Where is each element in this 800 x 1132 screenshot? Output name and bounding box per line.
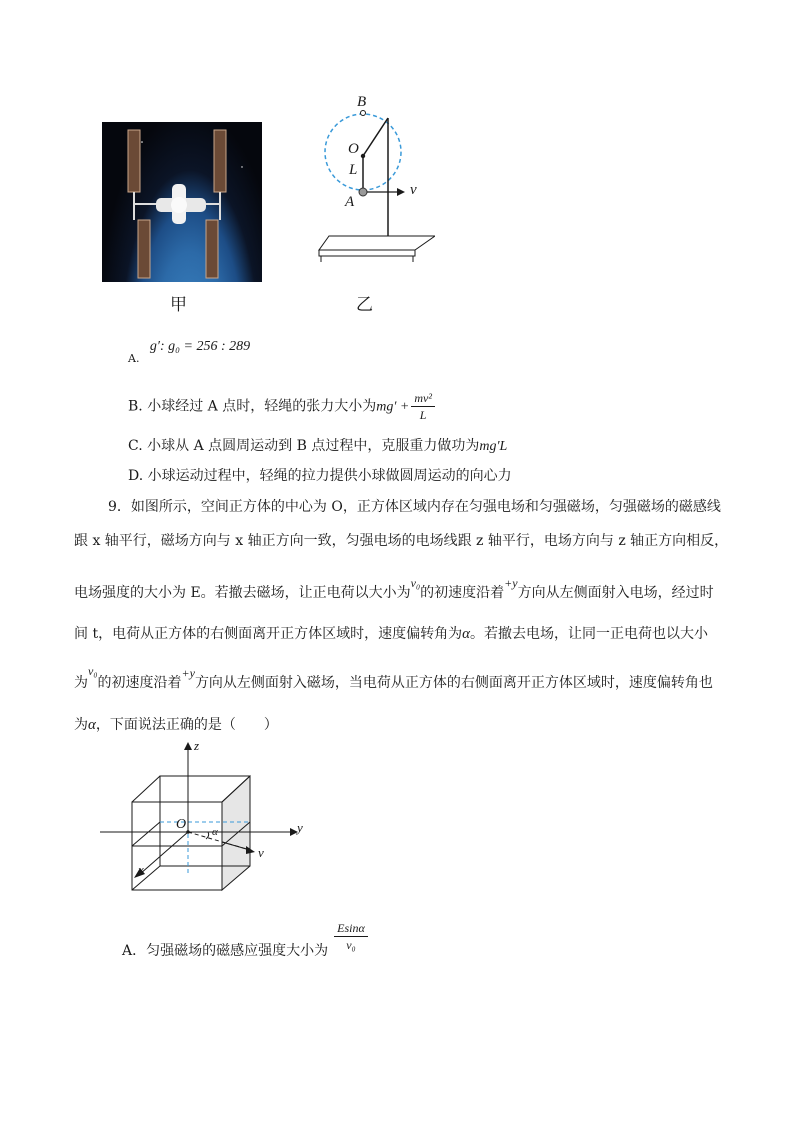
space-station-illustration [102,122,262,282]
q9-option-a: A．匀强磁场的磁感应强度大小为 $\frac{Esin\alpha}{\text{v₀}}$ [122,920,370,953]
q9-line-2: 跟 x 轴平行，磁场方向与 x 轴正方向一致，匀强电场的电场线跟 z 轴平行，电场方向与 z 轴正方向相反， [74,533,729,549]
q9-line-6: 为α，下面说法正确的是（ ） [74,717,278,733]
caption-jia: 甲 [170,295,187,315]
label-b: B [357,94,367,110]
ball-at-a [359,188,367,196]
q9-line-1: 9．如图所示，空间正方体的中心为 O，正方体区域内存在匀强电场和匀强磁场，匀强磁场的磁感线 [108,499,721,515]
cube-label-alpha: α [212,826,218,838]
q8-option-c: C. 小球从 A 点圆周运动到 B 点过程中，克服重力做功为mg′L [128,438,508,454]
cube-label-y: y [297,820,303,835]
cube-diagram [100,742,320,892]
cube-label-z: z [194,738,200,753]
q9-line-5: 为v₀的初速度沿着+y方向从左侧面射入磁场，当电荷从正方体的右侧面离开正方体区域时，速度偏转角也 [74,664,713,691]
q8-option-b: B. 小球经过 A 点时，轻绳的张力大小为mg′ + $\frac{\text{mv²}}{L}$ [128,390,437,423]
label-v: v [410,182,417,198]
label-l: L [349,162,358,178]
pendulum-diagram [305,92,435,262]
q8-option-a: $_{A.}$ g′: g₀ = 256 : 289 [128,339,251,365]
label-o: O [348,141,359,157]
q8-option-d: D. 小球运动过程中，轻绳的拉力提供小球做圆周运动的向心力 [128,468,512,484]
cube-label-x: x [138,862,144,877]
cube-label-v: v [258,845,264,860]
q9-line-4: 间 t，电荷从正方体的右侧面离开正方体区域时，速度偏转角为α。若撤去电场，让同一正电荷也以大小 [74,626,708,642]
cube-label-o: O [176,817,187,832]
space-station-photo [102,122,262,282]
q9-line-3: 电场强度的大小为 E。若撤去磁场，让正电荷以大小为v₀的初速度沿着+y方向从左侧面射入电场，经过时 [74,576,714,601]
cube-right-face [222,776,250,890]
label-a: A [345,194,355,210]
caption-yi: 乙 [356,295,373,315]
